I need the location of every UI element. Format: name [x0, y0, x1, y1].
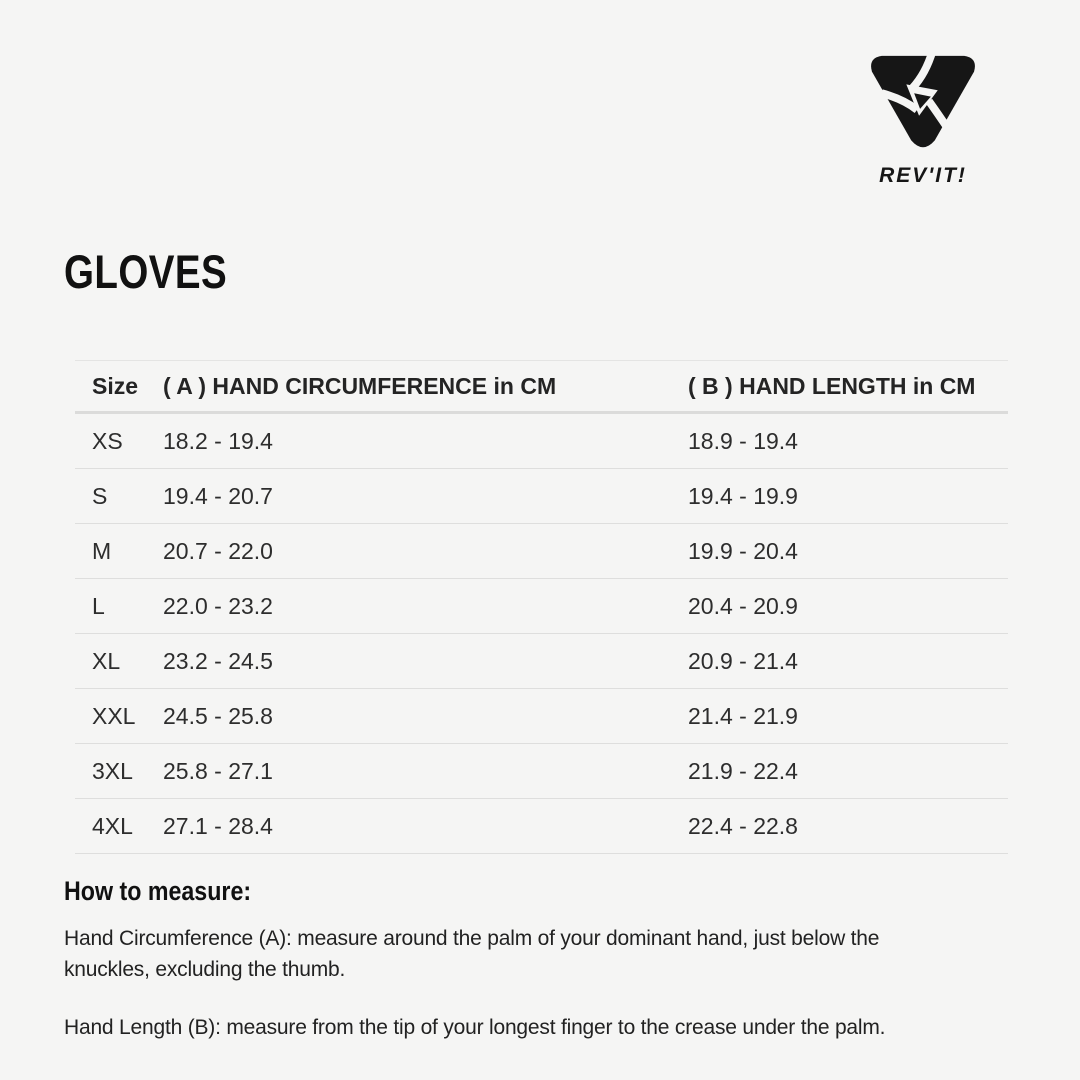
how-to-measure-heading: How to measure:	[64, 876, 252, 906]
hand-length-cell: 20.9 - 21.4	[688, 634, 1008, 689]
hand-circumference-cell: 20.7 - 22.0	[163, 524, 688, 579]
instruction-hand-circumference: Hand Circumference (A): measure around the palm of your dominant hand, just below the knuckles, excluding the thumb.	[64, 927, 880, 982]
size-cell: S	[75, 469, 163, 524]
brand-logo	[854, 50, 992, 188]
hand-length-cell: 21.4 - 21.9	[688, 689, 1008, 744]
hand-circumference-cell: 23.2 - 24.5	[163, 634, 688, 689]
brand-logo-text: REV'IT!	[879, 164, 967, 187]
table-row	[75, 634, 1008, 689]
hand-length-cell: 21.9 - 22.4	[688, 744, 1008, 799]
column-header-size: Size	[75, 361, 163, 413]
table-row	[75, 524, 1008, 579]
hand-length-cell: 19.9 - 20.4	[688, 524, 1008, 579]
size-cell: M	[75, 524, 163, 579]
hand-circumference-cell: 19.4 - 20.7	[163, 469, 688, 524]
revit-shield-icon	[854, 50, 992, 158]
hand-circumference-cell: 22.0 - 23.2	[163, 579, 688, 634]
hand-length-cell: 22.4 - 22.8	[688, 799, 1008, 854]
table-row	[75, 744, 1008, 799]
page-title: GLOVES	[64, 245, 228, 298]
size-cell: XS	[75, 413, 163, 469]
size-chart-table	[75, 360, 1008, 854]
table-row	[75, 799, 1008, 854]
hand-circumference-cell: 27.1 - 28.4	[163, 799, 688, 854]
size-cell: 3XL	[75, 744, 163, 799]
table-row	[75, 469, 1008, 524]
hand-circumference-cell: 25.8 - 27.1	[163, 744, 688, 799]
table-row	[75, 579, 1008, 634]
column-header-hand-length: ( B ) HAND LENGTH in CM	[688, 361, 1008, 413]
table-row	[75, 413, 1008, 469]
size-cell: 4XL	[75, 799, 163, 854]
hand-length-cell: 18.9 - 19.4	[688, 413, 1008, 469]
size-cell: XL	[75, 634, 163, 689]
table-row	[75, 689, 1008, 744]
size-cell: L	[75, 579, 163, 634]
how-to-measure-section	[64, 876, 969, 1070]
hand-length-cell: 19.4 - 19.9	[688, 469, 1008, 524]
hand-length-cell: 20.4 - 20.9	[688, 579, 1008, 634]
column-header-hand-circumference: ( A ) HAND CIRCUMFERENCE in CM	[163, 361, 688, 413]
header-row	[75, 361, 1008, 413]
hand-circumference-cell: 24.5 - 25.8	[163, 689, 688, 744]
instruction-hand-length: Hand Length (B): measure from the tip of your longest finger to the crease under the palm.	[64, 1016, 886, 1040]
hand-circumference-cell: 18.2 - 19.4	[163, 413, 688, 469]
size-cell: XXL	[75, 689, 163, 744]
